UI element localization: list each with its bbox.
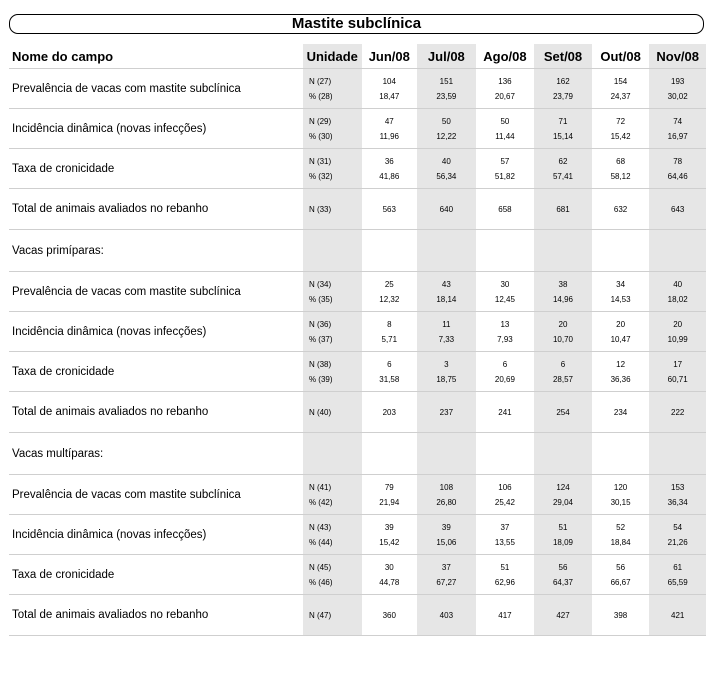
field-name: Taxa de cronicidade: [9, 352, 303, 392]
value-cell: 64,37: [534, 575, 592, 595]
value-cell: 67,27: [417, 575, 476, 595]
value-cell: 18,02: [649, 292, 706, 312]
value-cell: 427: [534, 595, 592, 636]
value-cell: 52: [616, 522, 626, 532]
value-cell: 57: [500, 156, 510, 166]
value-cell: 632: [592, 189, 650, 230]
empty-cell: [362, 433, 418, 475]
value-cell: 153: [649, 475, 706, 495]
field-name: Taxa de cronicidade: [9, 149, 303, 189]
value-cell: 40: [649, 272, 706, 292]
value-cell: 40: [417, 149, 476, 169]
value-cell: 10,70: [534, 332, 592, 352]
field-name: Prevalência de vacas com mastite subclínica: [9, 272, 303, 312]
value-cell: 36: [384, 156, 394, 166]
empty-cell: [649, 230, 706, 272]
value-cell: 51: [534, 515, 592, 535]
table-row: [9, 352, 706, 372]
value-cell: 20: [534, 312, 592, 332]
value-cell: 15,06: [417, 535, 476, 555]
table-row: [9, 312, 706, 332]
value-cell: 104: [382, 76, 396, 86]
table-row: [9, 109, 706, 129]
value-cell: 203: [362, 392, 418, 433]
value-cell: 241: [476, 392, 535, 433]
value-cell: 151: [417, 69, 476, 89]
section-label: Vacas primíparas:: [9, 230, 303, 272]
empty-cell: [303, 230, 362, 272]
value-cell: 41,86: [362, 169, 418, 189]
report-title: Mastite subclínica: [9, 14, 704, 34]
value-cell: 39: [417, 515, 476, 535]
unit-label: N (27): [303, 69, 362, 89]
empty-cell: [417, 230, 476, 272]
section-label: Vacas multíparas:: [9, 433, 303, 475]
value-cell: 78: [649, 149, 706, 169]
total-row: [9, 189, 706, 230]
unit-label: N (47): [303, 595, 362, 636]
empty-cell: [592, 433, 650, 475]
empty-cell: [303, 433, 362, 475]
value-cell: 66,67: [592, 575, 650, 595]
field-name: Incidência dinâmica (novas infecções): [9, 109, 303, 149]
value-cell: 20: [616, 319, 626, 329]
value-cell: 56: [616, 562, 626, 572]
field-name: Incidência dinâmica (novas infecções): [9, 515, 303, 555]
field-name: Total de animais avaliados no rebanho: [9, 595, 303, 636]
value-cell: 108: [417, 475, 476, 495]
value-cell: 14,96: [534, 292, 592, 312]
value-cell: 106: [498, 482, 512, 492]
value-cell: 23,59: [417, 89, 476, 109]
value-cell: 50: [500, 116, 510, 126]
header-field-name: Nome do campo: [9, 44, 303, 69]
header-month: Jun/08: [362, 44, 418, 69]
value-cell: 11,96: [362, 129, 418, 149]
value-cell: 44,78: [362, 575, 418, 595]
value-cell: 64,46: [649, 169, 706, 189]
value-cell: 18,47: [362, 89, 418, 109]
value-cell: 6: [387, 359, 392, 369]
value-cell: 51: [500, 562, 510, 572]
value-cell: 12,22: [417, 129, 476, 149]
value-cell: 25,42: [476, 495, 535, 515]
value-cell: 79: [384, 482, 394, 492]
unit-label: N (41): [303, 475, 362, 495]
value-cell: 74: [649, 109, 706, 129]
value-cell: 30: [500, 279, 510, 289]
empty-cell: [476, 433, 535, 475]
value-cell: 56: [534, 555, 592, 575]
value-cell: 31,58: [362, 372, 418, 392]
empty-cell: [362, 230, 418, 272]
value-cell: 30: [384, 562, 394, 572]
unit-label: N (33): [303, 189, 362, 230]
unit-label: N (31): [303, 149, 362, 169]
value-cell: 12,32: [362, 292, 418, 312]
value-cell: 254: [534, 392, 592, 433]
unit-label: N (34): [303, 272, 362, 292]
value-cell: 51,82: [476, 169, 535, 189]
field-name: Total de animais avaliados no rebanho: [9, 392, 303, 433]
total-row: [9, 392, 706, 433]
value-cell: 20,69: [476, 372, 535, 392]
value-cell: 65,59: [649, 575, 706, 595]
header-month: Set/08: [534, 44, 592, 69]
mastitis-table: [9, 44, 706, 636]
value-cell: 43: [417, 272, 476, 292]
table-row: [9, 515, 706, 535]
value-cell: 18,84: [592, 535, 650, 555]
unit-label: N (43): [303, 515, 362, 535]
value-cell: 21,94: [362, 495, 418, 515]
value-cell: 11: [417, 312, 476, 332]
value-cell: 7,93: [476, 332, 535, 352]
value-cell: 62: [534, 149, 592, 169]
field-name: Incidência dinâmica (novas infecções): [9, 312, 303, 352]
section-row: [9, 433, 706, 475]
value-cell: 12,45: [476, 292, 535, 312]
value-cell: 15,42: [592, 129, 650, 149]
header-month: Nov/08: [649, 44, 706, 69]
unit-label: % (39): [303, 372, 362, 392]
value-cell: 18,75: [417, 372, 476, 392]
value-cell: 58,12: [592, 169, 650, 189]
table-row: [9, 272, 706, 292]
value-cell: 30,15: [592, 495, 650, 515]
unit-label: % (44): [303, 535, 362, 555]
value-cell: 120: [613, 482, 628, 492]
field-name: Prevalência de vacas com mastite subclínica: [9, 475, 303, 515]
value-cell: 20: [649, 312, 706, 332]
unit-label: N (38): [303, 352, 362, 372]
empty-cell: [417, 433, 476, 475]
value-cell: 25: [384, 279, 394, 289]
value-cell: 421: [649, 595, 706, 636]
value-cell: 62,96: [476, 575, 535, 595]
field-name: Total de animais avaliados no rebanho: [9, 189, 303, 230]
value-cell: 681: [534, 189, 592, 230]
value-cell: 18,09: [534, 535, 592, 555]
unit-label: % (35): [303, 292, 362, 312]
value-cell: 237: [417, 392, 476, 433]
value-cell: 23,79: [534, 89, 592, 109]
value-cell: 136: [498, 76, 512, 86]
unit-label: % (28): [303, 89, 362, 109]
value-cell: 10,47: [592, 332, 650, 352]
value-cell: 30,02: [649, 89, 706, 109]
header-month: Jul/08: [417, 44, 476, 69]
empty-cell: [476, 230, 535, 272]
unit-label: % (32): [303, 169, 362, 189]
value-cell: 60,71: [649, 372, 706, 392]
value-cell: 643: [649, 189, 706, 230]
empty-cell: [592, 230, 650, 272]
total-row: [9, 595, 706, 636]
value-cell: 18,14: [417, 292, 476, 312]
header-unit: Unidade: [303, 44, 362, 69]
value-cell: 37: [500, 522, 510, 532]
value-cell: 10,99: [649, 332, 706, 352]
header-month: Ago/08: [476, 44, 535, 69]
unit-label: % (30): [303, 129, 362, 149]
value-cell: 56,34: [417, 169, 476, 189]
value-cell: 640: [417, 189, 476, 230]
value-cell: 47: [384, 116, 394, 126]
value-cell: 21,26: [649, 535, 706, 555]
value-cell: 154: [613, 76, 628, 86]
value-cell: 398: [592, 595, 650, 636]
value-cell: 193: [649, 69, 706, 89]
value-cell: 37: [417, 555, 476, 575]
value-cell: 403: [417, 595, 476, 636]
value-cell: 54: [649, 515, 706, 535]
value-cell: 222: [649, 392, 706, 433]
value-cell: 29,04: [534, 495, 592, 515]
value-cell: 26,80: [417, 495, 476, 515]
value-cell: 15,42: [362, 535, 418, 555]
value-cell: 57,41: [534, 169, 592, 189]
value-cell: 34: [616, 279, 626, 289]
value-cell: 20,67: [476, 89, 535, 109]
value-cell: 36,36: [592, 372, 650, 392]
table-row: [9, 555, 706, 575]
value-cell: 15,14: [534, 129, 592, 149]
value-cell: 6: [502, 359, 508, 369]
value-cell: 17: [649, 352, 706, 372]
unit-label: % (42): [303, 495, 362, 515]
value-cell: 6: [534, 352, 592, 372]
value-cell: 162: [534, 69, 592, 89]
value-cell: 658: [476, 189, 535, 230]
value-cell: 71: [534, 109, 592, 129]
value-cell: 13,55: [476, 535, 535, 555]
value-cell: 28,57: [534, 372, 592, 392]
field-name: Taxa de cronicidade: [9, 555, 303, 595]
header-month: Out/08: [592, 44, 650, 69]
value-cell: 16,97: [649, 129, 706, 149]
value-cell: 68: [616, 156, 626, 166]
unit-label: % (46): [303, 575, 362, 595]
value-cell: 38: [534, 272, 592, 292]
value-cell: 8: [387, 319, 392, 329]
unit-label: N (45): [303, 555, 362, 575]
header-row: [9, 44, 706, 69]
table-row: [9, 149, 706, 169]
value-cell: 11,44: [476, 129, 535, 149]
empty-cell: [534, 433, 592, 475]
value-cell: 3: [417, 352, 476, 372]
value-cell: 24,37: [592, 89, 650, 109]
value-cell: 39: [384, 522, 394, 532]
value-cell: 124: [534, 475, 592, 495]
table-row: [9, 475, 706, 495]
value-cell: 5,71: [362, 332, 418, 352]
value-cell: 563: [362, 189, 418, 230]
field-name: Prevalência de vacas com mastite subclínica: [9, 69, 303, 109]
unit-label: % (37): [303, 332, 362, 352]
value-cell: 12: [616, 359, 626, 369]
value-cell: 234: [592, 392, 650, 433]
unit-label: N (40): [303, 392, 362, 433]
unit-label: N (36): [303, 312, 362, 332]
value-cell: 50: [417, 109, 476, 129]
value-cell: 14,53: [592, 292, 650, 312]
value-cell: 61: [649, 555, 706, 575]
value-cell: 36,34: [649, 495, 706, 515]
value-cell: 13: [500, 319, 510, 329]
value-cell: 360: [362, 595, 418, 636]
empty-cell: [649, 433, 706, 475]
value-cell: 417: [476, 595, 535, 636]
value-cell: 7,33: [417, 332, 476, 352]
value-cell: 72: [616, 116, 626, 126]
unit-label: N (29): [303, 109, 362, 129]
table-row: [9, 69, 706, 89]
empty-cell: [534, 230, 592, 272]
section-row: [9, 230, 706, 272]
